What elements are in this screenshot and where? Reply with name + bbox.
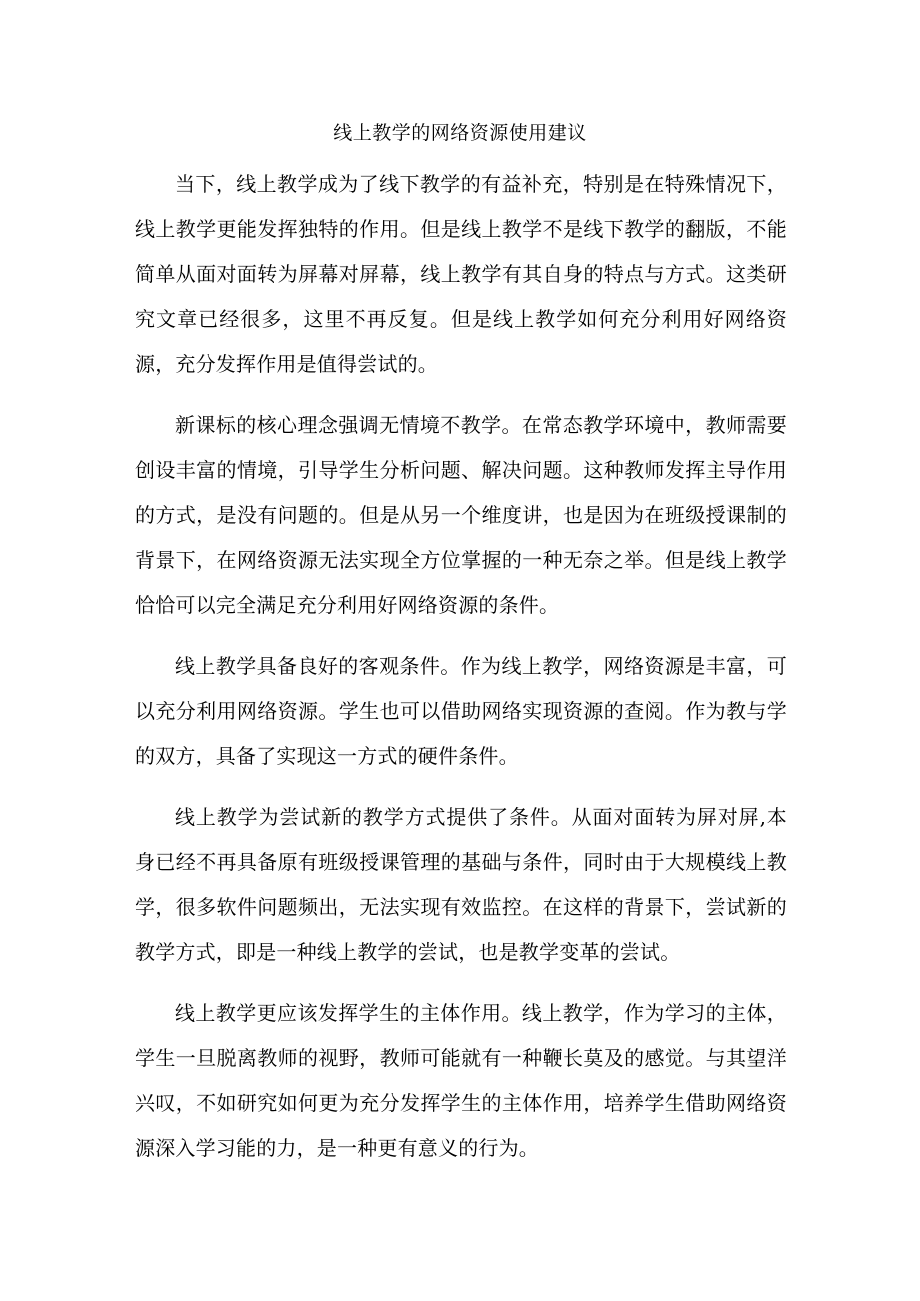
document-body <box>135 162 787 1187</box>
paragraph-1: 当下，线上教学成为了线下教学的有益补充，特别是在特殊情况下，线上教学更能发挥独特的作用。但是线上教学不是线下教学的翻版，不能简单从面对面转为屏幕对屏幕，线上教学有其自身的特点与方式。这类研究文章已经很多，这里不再反复。但是线上教学如何充分利用好网络资源，充分发挥作用是值得尝试的。 <box>135 172 787 376</box>
paragraph-2: 新课标的核心理念强调无情境不教学。在常态教学环境中，教师需要创设丰富的情境，引导学生分析问题、解决问题。这种教师发挥主导作用的方式，是没有问题的。但是从另一个维度讲，也是因为在班级授课制的背景下，在网络资源无法实现全方位掌握的一种无奈之举。但是线上教学恰恰可以完全满足充分利用好网络资源的条件。 <box>135 413 787 617</box>
paragraph-5: 线上教学更应该发挥学生的主体作用。线上教学，作为学习的主体，学生一旦脱离教师的视野，教师可能就有一种鞭长莫及的感觉。与其望洋兴叹，不如研究如何更为充分发挥学生的主体作用，培养学生借助网络资源深入学习能的力，是一种更有意义的行为。 <box>135 1001 787 1160</box>
paragraph-4: 线上教学为尝试新的教学方式提供了条件。从面对面转为屏对屏,本身已经不再具备原有班级授课管理的基础与条件，同时由于大规模线上教学，很多软件问题频出，无法实现有效监控。在这样的背景下，尝试新的教学方式，即是一种线上教学的尝试，也是教学变革的尝试。 <box>135 805 787 964</box>
document-title: 线上教学的网络资源使用建议 <box>333 122 587 144</box>
paragraph-3: 线上教学具备良好的客观条件。作为线上教学，网络资源是丰富，可以充分利用网络资源。学生也可以借助网络实现资源的查阅。作为教与学的双方，具备了实现这一方式的硬件条件。 <box>135 654 787 768</box>
